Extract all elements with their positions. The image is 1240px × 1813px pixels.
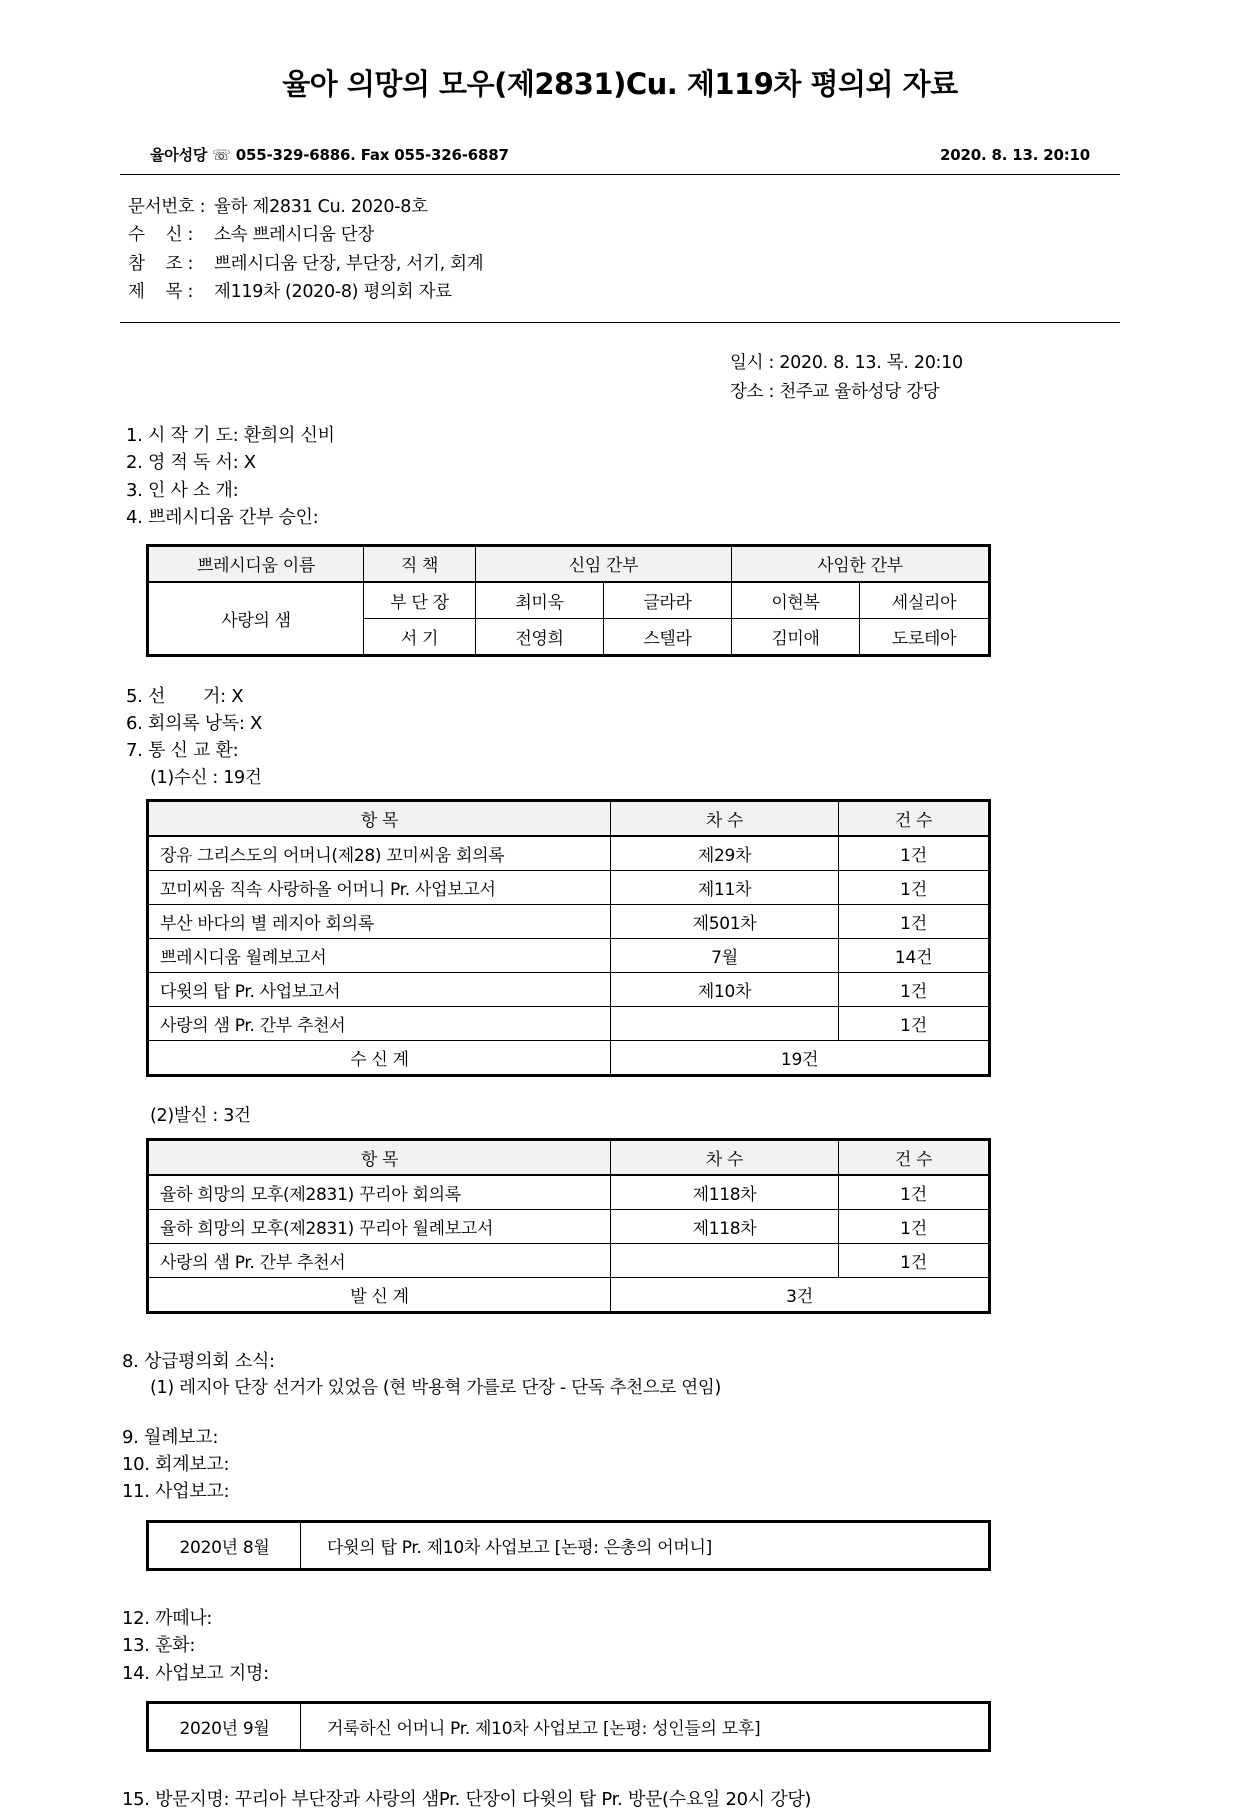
officers-table-outer [146, 544, 991, 657]
report-september-body [149, 1703, 989, 1749]
sent-item-2: 사랑의 샘 Pr. 간부 추천서 [149, 1243, 611, 1277]
officers-table-head [149, 546, 989, 582]
agenda-item-9-monthly-report: 9. 월례보고: [122, 1426, 219, 1448]
received-table-body [149, 836, 989, 1075]
address-row-cc [128, 250, 1240, 278]
officers-role-0: 부 단 장 [364, 582, 476, 618]
report-september-period: 2020년 9월 [149, 1703, 301, 1749]
received-header-row [149, 802, 989, 837]
report-september-outer [146, 1701, 991, 1752]
header-divider-top [120, 174, 1120, 175]
received-table [148, 801, 989, 1075]
meeting-datetime: 일시 : 2020. 8. 13. 목. 20:10 [730, 353, 963, 374]
received-order-4: 제10차 [611, 973, 839, 1007]
officers-col-presidium-name: 쁘레시디움 이름 [149, 546, 364, 582]
sent-total-value: 3건 [611, 1277, 989, 1311]
report-august-body [149, 1522, 989, 1568]
received-table-wrap [0, 799, 1240, 1081]
address-label-recipient: 수 신 : [128, 225, 194, 246]
agenda-item-12-catena: 12. 까떼나: [122, 1607, 213, 1629]
received-table-outer [146, 799, 991, 1077]
received-count-1: 1건 [839, 871, 989, 905]
agenda-item-4-officer-approval: 4. 쁘레시디움 간부 승인: [126, 507, 319, 529]
sent-col-order: 차 수 [611, 1140, 839, 1175]
officers-out-saintname-1: 도로테아 [860, 618, 989, 654]
received-order-3: 7월 [611, 939, 839, 973]
address-block [128, 193, 1240, 306]
received-count-2: 1건 [839, 905, 989, 939]
received-total-row [149, 1041, 989, 1075]
agenda-item-3-introductions: 3. 인 사 소 개: [126, 479, 239, 501]
address-row-subject [128, 278, 1240, 306]
officers-out-name-1: 김미애 [732, 618, 860, 654]
received-total-label: 수 신 계 [149, 1041, 611, 1075]
agenda-item-1-opening-prayer: 1. 시 작 기 도: 환희의 신비 [126, 425, 335, 447]
agenda-item-6-minutes-reading: 6. 회의록 낭독: X [126, 712, 263, 734]
officers-col-new-officer: 신임 간부 [476, 546, 732, 582]
report-august-period: 2020년 8월 [149, 1522, 301, 1568]
agenda-item-8-upper-council-news: 8. 상급평의회 소식: [122, 1350, 275, 1372]
sent-item-0: 율하 희망의 모후(제2831) 꾸리아 회의록 [149, 1175, 611, 1210]
address-row-recipient [128, 221, 1240, 249]
received-count-4: 1건 [839, 973, 989, 1007]
agenda-item-7-correspondence: 7. 통 신 교 환: [126, 740, 239, 762]
table-row [149, 939, 989, 973]
document-timestamp: 2020. 8. 13. 20:10 [940, 146, 1090, 164]
agenda-item-8-1-election-news: (1) 레지아 단장 선거가 있었음 (현 박용혁 가를로 단장 - 단독 추천으로 연임) [150, 1378, 722, 1399]
report-september-table [148, 1703, 989, 1750]
report-august-outer [146, 1520, 991, 1571]
officers-out-name-0: 이현복 [732, 582, 860, 618]
officers-new-saintname-0: 글라라 [604, 582, 732, 618]
received-order-1: 제11차 [611, 871, 839, 905]
table-row [149, 582, 989, 618]
agenda-item-2-spiritual-reading: 2. 영 적 독 서: X [126, 452, 256, 474]
officers-table [148, 546, 989, 655]
spacer-after-report-september [0, 1756, 1240, 1786]
received-total-value: 19건 [611, 1041, 989, 1075]
table-row [149, 905, 989, 939]
received-count-0: 1건 [839, 836, 989, 871]
received-item-3: 쁘레시디움 월례보고서 [149, 939, 611, 973]
officers-role-1: 서 기 [364, 618, 476, 654]
report-august-table [148, 1522, 989, 1569]
table-row [149, 973, 989, 1007]
sent-table-body [149, 1175, 989, 1312]
agenda-item-14-work-report-assignment: 14. 사업보고 지명: [122, 1662, 269, 1684]
spacer-after-sent-table [0, 1318, 1240, 1348]
agenda-item-5-election: 5. 선 거: X [126, 685, 244, 707]
sent-order-2 [611, 1243, 839, 1277]
contact-header [150, 144, 1090, 165]
spacer-after-officers-table [0, 661, 1240, 683]
received-item-5: 사랑의 샘 Pr. 간부 추천서 [149, 1007, 611, 1041]
sent-table [148, 1140, 989, 1312]
sent-header-row [149, 1140, 989, 1175]
church-contact-info: 율아성당 ☏ 055-329-6886. Fax 055-326-6887 [150, 146, 509, 164]
report-september-text: 거룩하신 어머니 Pr. 제10차 사업보고 [논평: 성인들의 모후] [301, 1703, 989, 1749]
received-col-item: 항 목 [149, 802, 611, 837]
sent-order-1: 제118차 [611, 1209, 839, 1243]
table-row [149, 1209, 989, 1243]
page-title: 율아 의망의 모우(제2831)Cu. 제119차 평의외 자료 [282, 67, 958, 101]
received-item-4: 다윗의 탑 Pr. 사업보고서 [149, 973, 611, 1007]
address-value-cc: 쁘레시디움 단장, 부단장, 서기, 회계 [214, 253, 484, 274]
officers-col-retiring-officer: 사임한 간부 [732, 546, 989, 582]
officers-table-body [149, 582, 989, 654]
table-row [149, 1243, 989, 1277]
report-august-table-wrap [0, 1520, 1240, 1575]
received-item-0: 장유 그리스도의 어머니(제28) 꼬미씨움 회의록 [149, 836, 611, 871]
received-order-0: 제29차 [611, 836, 839, 871]
officers-new-name-0: 최미욱 [476, 582, 604, 618]
sent-table-outer [146, 1138, 991, 1314]
report-september-table-wrap [0, 1701, 1240, 1756]
sent-count-1: 1건 [839, 1209, 989, 1243]
received-count-5: 1건 [839, 1007, 989, 1041]
sent-col-item: 항 목 [149, 1140, 611, 1175]
agenda-item-15-visit-assignment: 15. 방문지명: 꾸리아 부단장과 사랑의 샘Pr. 단장이 다윗의 탑 Pr. 방문(수요일 20시 강당) [122, 1788, 812, 1810]
received-order-5 [611, 1007, 839, 1041]
agenda-list [0, 422, 1240, 1813]
sent-table-head [149, 1140, 989, 1175]
table-row [149, 1175, 989, 1210]
sent-total-label: 발 신 계 [149, 1277, 611, 1311]
officers-presidium-name: 사랑의 샘 [149, 582, 364, 654]
address-row-document-number [128, 193, 1240, 221]
officers-out-saintname-0: 세실리아 [860, 582, 989, 618]
header-divider-bottom [120, 322, 1120, 323]
sent-count-2: 1건 [839, 1243, 989, 1277]
spacer-after-report-august [0, 1575, 1240, 1605]
sent-table-wrap [0, 1138, 1240, 1318]
received-table-head [149, 802, 989, 837]
sent-count-0: 1건 [839, 1175, 989, 1210]
meeting-info-block [0, 349, 1028, 406]
spacer-after-received-table [0, 1081, 1240, 1103]
sent-total-row [149, 1277, 989, 1311]
report-august-text: 다윗의 탑 Pr. 제10차 사업보고 [논평: 은총의 어머니] [301, 1522, 989, 1568]
agenda-item-11-work-report: 11. 사업보고: [122, 1481, 230, 1503]
received-order-2: 제501차 [611, 905, 839, 939]
table-row [149, 1703, 989, 1749]
officers-col-role: 직 책 [364, 546, 476, 582]
sent-order-0: 제118차 [611, 1175, 839, 1210]
address-value-document-number: 율하 제2831 Cu. 2020-8호 [214, 197, 428, 217]
table-row [149, 836, 989, 871]
agenda-item-13-allocutio: 13. 훈화: [122, 1635, 196, 1657]
table-row [149, 1007, 989, 1041]
officers-header-row [149, 546, 989, 582]
address-value-subject: 제119차 (2020-8) 평의회 자료 [214, 282, 452, 303]
received-item-1: 꼬미씨움 직속 사랑하올 어머니 Pr. 사업보고서 [149, 871, 611, 905]
received-item-2: 부산 바다의 별 레지아 회의록 [149, 905, 611, 939]
officers-new-saintname-1: 스텔라 [604, 618, 732, 654]
table-row [149, 871, 989, 905]
address-label-document-number: 문서번호 : [128, 197, 206, 217]
spacer-after-item8 [0, 1402, 1240, 1424]
meeting-place: 장소 : 천주교 율하성당 강당 [730, 381, 940, 402]
received-col-count: 건 수 [839, 802, 989, 837]
officers-new-name-1: 전영희 [476, 618, 604, 654]
agenda-item-10-treasurer-report: 10. 회계보고: [122, 1454, 230, 1476]
address-value-recipient: 소속 쁘레시디움 단장 [214, 225, 374, 246]
received-count-3: 14건 [839, 939, 989, 973]
sent-col-count: 건 수 [839, 1140, 989, 1175]
received-col-order: 차 수 [611, 802, 839, 837]
officers-table-wrap [0, 544, 1240, 661]
agenda-item-7-1-received: (1)수신 : 19건 [150, 767, 262, 788]
agenda-item-7-2-sent: (2)발신 : 3건 [150, 1106, 251, 1127]
sent-item-1: 율하 희망의 모후(제2831) 꾸리아 월례보고서 [149, 1209, 611, 1243]
address-label-subject: 제 목 : [128, 282, 194, 303]
address-label-cc: 참 조 : [128, 253, 194, 274]
table-row [149, 1522, 989, 1568]
